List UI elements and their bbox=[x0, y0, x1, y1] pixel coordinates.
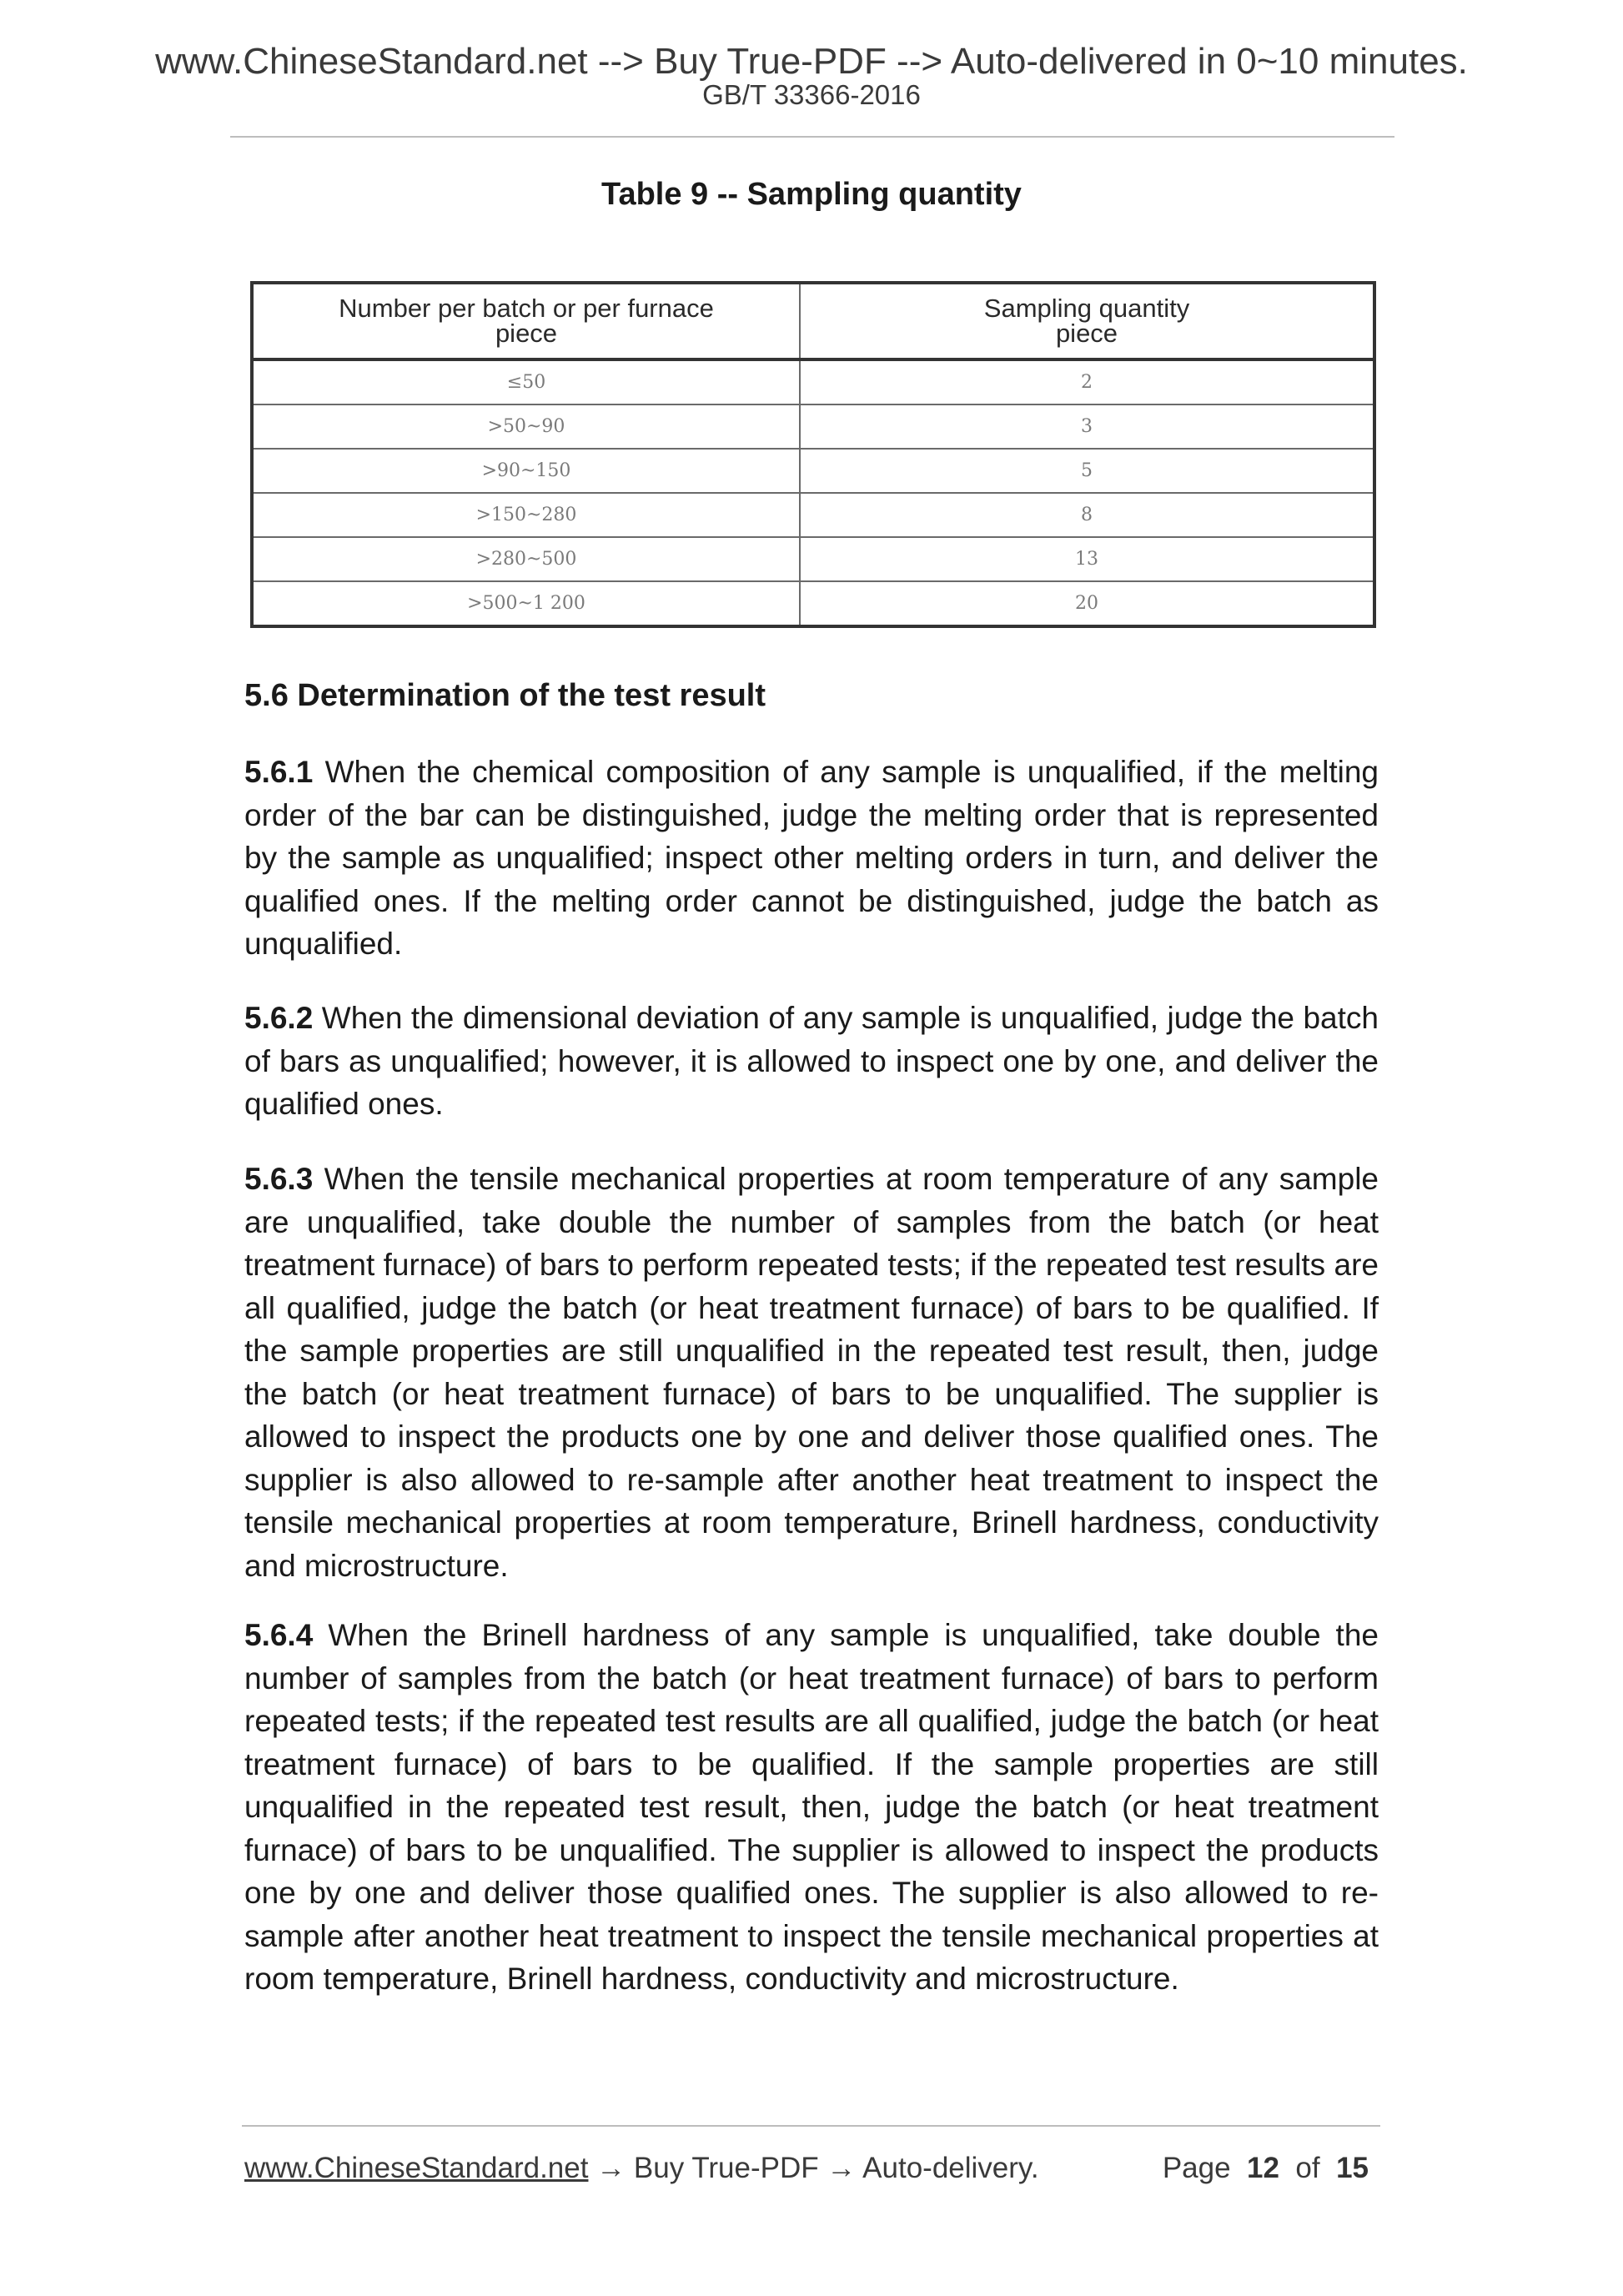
cell-batch: >280~500 bbox=[252, 537, 800, 581]
cell-batch: >150~280 bbox=[252, 493, 800, 537]
clause-number: 5.6.4 bbox=[244, 1618, 314, 1652]
clause-5-6-4 bbox=[244, 1614, 1379, 2001]
page-indicator bbox=[1163, 2153, 1369, 2183]
table-header-row bbox=[252, 283, 1374, 359]
header-divider bbox=[230, 136, 1394, 138]
clause-text: When the chemical composition of any sample is unqualified, if the melting order of the bar can be distinguished, judge the melting order that is represented by the sample as unqualified; inspect other melting orders in turn, and deliver the qualified ones. If the melting order cannot be distinguished, judge the batch as unqualified. bbox=[244, 755, 1379, 961]
cell-batch: >90~150 bbox=[252, 449, 800, 493]
table-row bbox=[252, 449, 1374, 493]
table-row bbox=[252, 359, 1374, 404]
footer-tail: → Buy True-PDF → Auto-delivery. bbox=[588, 2152, 1039, 2184]
cell-quantity: 2 bbox=[800, 359, 1374, 404]
column-header-batch bbox=[252, 283, 800, 359]
footer-promo bbox=[244, 2153, 1039, 2183]
column-header-quantity-line1: Sampling quantity bbox=[983, 294, 1190, 323]
cell-batch: >500~1 200 bbox=[252, 581, 800, 626]
doc-number: GB/T 33366-2016 bbox=[702, 79, 921, 110]
header-banner[interactable]: www.ChineseStandard.net --> Buy True-PDF --> Auto-delivered in 0~10 minutes. bbox=[155, 41, 1468, 82]
clause-number: 5.6.2 bbox=[244, 1001, 314, 1035]
table-row bbox=[252, 404, 1374, 449]
clause-text: When the dimensional deviation of any sample is unqualified, judge the batch of bars as unqualified; however, it is allowed to inspect one by one, and deliver the qualified ones. bbox=[244, 1001, 1379, 1121]
sampling-table bbox=[250, 281, 1376, 628]
page-number: 12 bbox=[1247, 2152, 1279, 2184]
clause-number: 5.6.1 bbox=[244, 755, 314, 789]
table-row bbox=[252, 581, 1374, 626]
cell-quantity: 13 bbox=[800, 537, 1374, 581]
clause-5-6-1 bbox=[244, 751, 1379, 966]
column-header-batch-line2: piece bbox=[495, 319, 558, 348]
table-row bbox=[252, 493, 1374, 537]
total-pages: 15 bbox=[1336, 2152, 1369, 2184]
section-heading: 5.6 Determination of the test result bbox=[244, 678, 766, 713]
clause-5-6-3 bbox=[244, 1158, 1379, 1587]
footer-divider bbox=[242, 2125, 1380, 2127]
clause-number: 5.6.3 bbox=[244, 1162, 314, 1196]
clause-text: When the tensile mechanical properties at room temperature of any sample are unqualified, take double the number of samples from the batch (or heat treatment furnace) of bars to perform repeated tests; if the repeated test results are all qualified, judge the batch (or heat treatment furnace) of bars to be qualified. If the sample properties are still unqualified in the repeated test result, then, judge the batch (or heat treatment furnace) of bars to be unqualified. The supplier is allowed to inspect the products one by one and deliver those qualified ones. The supplier is also allowed to re-sample after another heat treatment to inspect the tensile mechanical properties at room temperature, Brinell hardness, conductivity and microstructure. bbox=[244, 1162, 1379, 1583]
table-title: Table 9 -- Sampling quantity bbox=[601, 177, 1022, 212]
column-header-quantity-line2: piece bbox=[1055, 319, 1118, 348]
cell-batch: >50~90 bbox=[252, 404, 800, 449]
table-row bbox=[252, 537, 1374, 581]
column-header-batch-line1: Number per batch or per furnace bbox=[339, 294, 714, 323]
cell-quantity: 8 bbox=[800, 493, 1374, 537]
cell-quantity: 3 bbox=[800, 404, 1374, 449]
of-label: of bbox=[1295, 2152, 1320, 2184]
cell-quantity: 5 bbox=[800, 449, 1374, 493]
page-label: Page bbox=[1162, 2152, 1231, 2184]
clause-5-6-2 bbox=[244, 997, 1379, 1126]
column-header-quantity bbox=[800, 283, 1374, 359]
cell-batch: ≤50 bbox=[252, 359, 800, 404]
clause-text: When the Brinell hardness of any sample is unqualified, take double the number of samples from the batch (or heat treatment furnace) of bars to perform repeated tests; if the repeated test results are all qualified, judge the batch (or heat treatment furnace) of bars to be qualified. If the sample properties are still unqualified in the repeated test result, then, judge the batch (or heat treatment furnace) of bars to be unqualified. The supplier is allowed to inspect the products one by one and deliver those qualified ones. The supplier is also allowed to re-sample after another heat treatment to inspect the tensile mechanical properties at room temperature, Brinell hardness, conductivity and microstructure. bbox=[244, 1618, 1379, 1996]
footer-link[interactable]: www.ChineseStandard.net bbox=[244, 2152, 589, 2184]
cell-quantity: 20 bbox=[800, 581, 1374, 626]
